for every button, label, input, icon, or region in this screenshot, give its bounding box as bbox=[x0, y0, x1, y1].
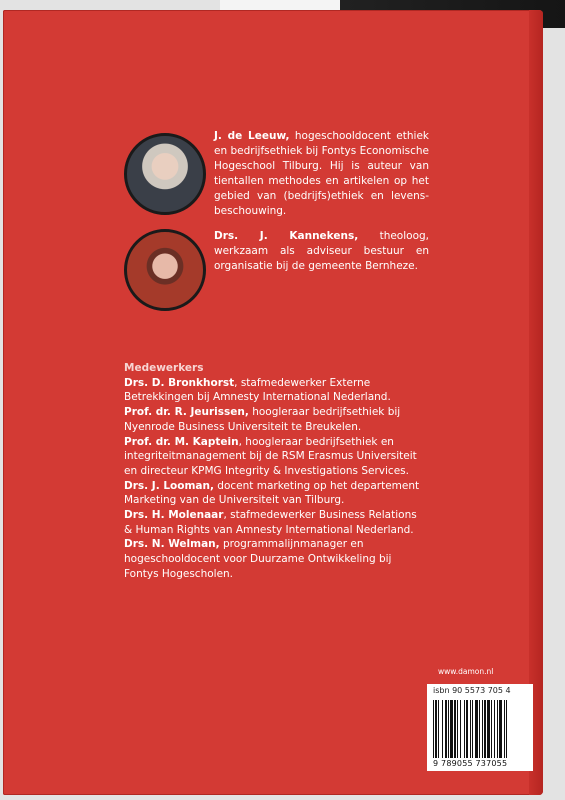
contributor-entry: Prof. dr. R. Jeurissen, hoogleraar bedrijfsethiek bij Nyenrode Business Universiteit te Breukelen. bbox=[124, 406, 401, 433]
website-url: www.damon.nl bbox=[438, 667, 494, 676]
author-description-1: hogeschooldocent ethiek en bedrijfsethiek bij Fontys Economische Hogeschool Tilburg. Hij is auteur van tientallen methodes en artikelen op het gebied van (bedrijfs)ethiek en levens-beschouwing. bbox=[214, 130, 429, 217]
author-bio-1 bbox=[214, 129, 429, 219]
barcode-label bbox=[427, 684, 533, 771]
contributors-section bbox=[124, 361, 424, 582]
cover-edge bbox=[529, 10, 543, 795]
contributor-entry: Prof. dr. M. Kaptein, hoogleraar bedrijfsethiek en integriteitmanagement bij de RSM Erasmus Universiteit en directeur KPMG Integrity & Investigations Services. bbox=[124, 435, 417, 477]
isbn-text: isbn 90 5573 705 4 bbox=[433, 686, 511, 695]
contributor-entry: Drs. D. Bronkhorst, stafmedewerker Externe Betrekkingen bij Amnesty International Nederland. bbox=[124, 376, 391, 404]
author-description-2: theoloog, werkzaam als adviseur bestuur en organisatie bij de gemeente Bernheze. bbox=[214, 230, 430, 272]
author-photo-2 bbox=[124, 229, 206, 311]
contributor-entry: Drs. H. Molenaar, stafmedewerker Business Relations & Human Rights van Amnesty International Nederland. bbox=[124, 509, 417, 536]
contributors-title: Medewerkers bbox=[124, 362, 204, 374]
author-name-2: Drs. J. Kannekens, bbox=[214, 230, 359, 242]
author-name-1: J. de Leeuw, bbox=[214, 130, 290, 142]
contributor-entry: Drs. J. Looman, docent marketing op het departement Marketing van de Universiteit van Tilburg. bbox=[124, 479, 420, 507]
barcode-number: 9 789055 737055 bbox=[433, 759, 508, 768]
author-bio-2 bbox=[214, 229, 429, 274]
barcode-icon bbox=[433, 700, 527, 758]
author-photo-1 bbox=[124, 133, 206, 215]
contributor-entry: Drs. N. Welman, programmalijnmanager en hogeschooldocent voor Duurzame Ontwikkeling bij Fontys Hogescholen. bbox=[124, 538, 392, 580]
